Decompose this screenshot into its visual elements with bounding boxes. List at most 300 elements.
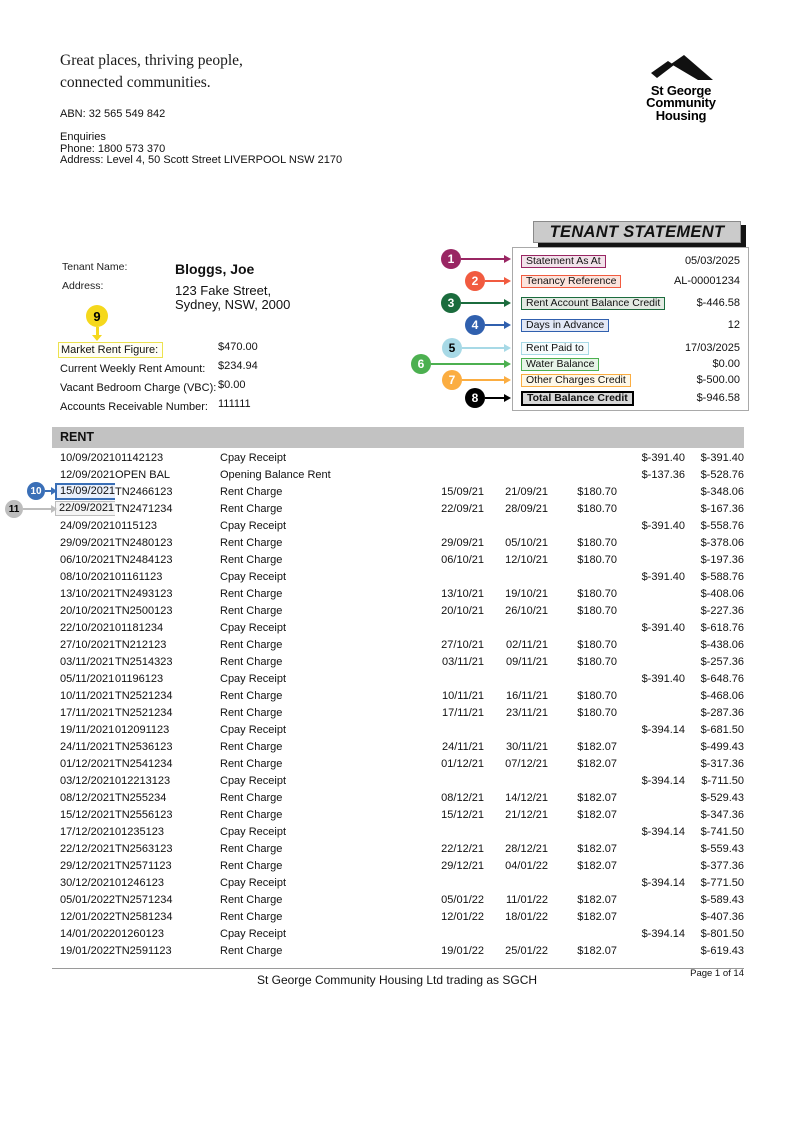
cell-balance: $-227.36 (700, 604, 744, 617)
marker-4-arrowhead-icon (504, 321, 511, 329)
logo-text (644, 85, 718, 122)
marker-11-number: 11 (5, 500, 23, 518)
rent-row (52, 891, 744, 908)
marker-6-number: 6 (411, 354, 431, 374)
cell-period-to (484, 449, 548, 466)
cell-description: Cpay Receipt (220, 774, 287, 787)
cell-reference: TN2514323 (115, 655, 173, 668)
marker-8-arrowhead-icon (504, 394, 511, 402)
cell-charge (548, 670, 617, 687)
cell-period-from: 24/11/21 (441, 740, 484, 753)
tenant-name-value: Bloggs, Joe (175, 261, 255, 277)
cell-period-from: 01/12/21 (441, 757, 484, 770)
tenant-field (58, 359, 388, 378)
cell-description: Rent Charge (220, 893, 283, 906)
rent-row (52, 789, 744, 806)
cell-payment (617, 738, 685, 755)
cell-charge: $180.70 (577, 689, 617, 702)
cell-period-from: 20/10/21 (441, 604, 484, 617)
rent-table-body (52, 449, 744, 959)
marker-2-arrowhead-icon (504, 277, 511, 285)
rent-row (52, 806, 744, 823)
marker-8-arrow-line (485, 397, 504, 399)
cell-period-to: 26/10/21 (505, 604, 548, 617)
cell-date: 03/12/2021 (60, 774, 115, 787)
cell-date: 19/01/2022 (60, 944, 115, 957)
cell-payment: $-394.14 (641, 723, 685, 736)
rent-row (52, 687, 744, 704)
rent-row (52, 585, 744, 602)
summary-row (521, 373, 740, 387)
cell-description: Rent Charge (220, 944, 283, 957)
cell-period-from (360, 568, 484, 585)
cell-date: 22/10/2021 (60, 621, 115, 634)
cell-date: 03/11/2021 (60, 655, 115, 668)
rent-row (52, 449, 744, 466)
cell-description: Cpay Receipt (220, 876, 287, 889)
cell-description: Rent Charge (220, 638, 283, 651)
cell-date: 05/11/2021 (60, 672, 115, 685)
cell-reference: TN212123 (115, 638, 167, 651)
cell-period-to: 23/11/21 (505, 706, 548, 719)
marker-11-arrow-line (23, 508, 51, 510)
summary-value: $-946.58 (696, 392, 740, 404)
cell-payment: $-391.40 (641, 451, 685, 464)
cell-period-to: 19/10/21 (505, 587, 548, 600)
summary-value: 05/03/2025 (684, 255, 740, 267)
cell-payment (617, 551, 685, 568)
cell-reference: TN2471234 (115, 502, 173, 515)
cell-charge: $180.70 (577, 536, 617, 549)
cell-date: 10/11/2021 (60, 689, 115, 702)
field-label: Vacant Bedroom Charge (VBC): (60, 382, 217, 394)
cell-period-to: 11/01/22 (505, 893, 548, 906)
cell-payment (617, 653, 685, 670)
cell-reference: TN2493123 (115, 587, 173, 600)
cell-payment: $-391.40 (641, 570, 685, 583)
cell-payment (617, 755, 685, 772)
tenant-address-line1: 123 Fake Street, (175, 283, 272, 298)
cell-balance: $-801.50 (700, 927, 744, 940)
cell-balance: $-391.40 (700, 451, 744, 464)
summary-value: 12 (727, 319, 740, 331)
cell-period-from: 29/12/21 (441, 859, 484, 872)
cell-date: 17/12/2021 (60, 825, 115, 838)
rent-row (52, 534, 744, 551)
cell-description: Cpay Receipt (220, 672, 287, 685)
cell-balance: $-377.36 (700, 859, 744, 872)
cell-period-to: 28/12/21 (505, 842, 548, 855)
cell-balance: $-558.76 (700, 519, 744, 532)
marker-5-arrowhead-icon (504, 344, 511, 352)
cell-payment (617, 483, 685, 500)
cell-description: Cpay Receipt (220, 621, 287, 634)
cell-balance: $-589.43 (700, 893, 744, 906)
cell-reference: 01161123 (115, 570, 163, 583)
marker-10-number: 10 (27, 482, 45, 500)
cell-description: Cpay Receipt (220, 519, 287, 532)
summary-panel (512, 247, 749, 411)
cell-charge: $182.07 (577, 808, 617, 821)
cell-reference: TN2591123 (115, 944, 172, 957)
cell-period-to (484, 670, 548, 687)
cell-description: Rent Charge (220, 604, 283, 617)
cell-balance: $-438.06 (700, 638, 744, 651)
cell-payment: $-391.40 (641, 672, 685, 685)
marker-6-arrowhead-icon (504, 360, 511, 368)
summary-row (521, 391, 740, 405)
cell-date (52, 500, 115, 517)
cell-period-from (360, 772, 484, 789)
phone-text: Phone: 1800 573 370 (60, 142, 166, 155)
cell-reference: 01246123 (115, 876, 164, 889)
cell-reference: 01196123 (115, 672, 164, 685)
cell-period-from (360, 925, 484, 942)
cell-description: Cpay Receipt (220, 570, 287, 583)
rent-row (52, 942, 744, 959)
cell-payment (617, 857, 685, 874)
marker-1-arrow-line (461, 258, 504, 260)
rent-row (52, 568, 744, 585)
footer-divider (52, 968, 744, 969)
cell-date: 01/12/2021 (60, 757, 115, 770)
cell-charge: $180.70 (577, 638, 617, 651)
cell-period-from: 08/12/21 (441, 791, 484, 804)
cell-charge: $182.07 (577, 944, 617, 957)
marker-9-arrow-line (96, 327, 99, 335)
callout-marker-8 (465, 388, 511, 408)
cell-date: 12/09/2021 (60, 468, 115, 481)
marker-9-arrowhead-icon (92, 335, 102, 341)
marker-10-arrowhead-icon (51, 487, 57, 495)
cell-period-from: 19/01/22 (441, 944, 484, 957)
rent-table (52, 449, 744, 959)
cell-balance: $-529.43 (700, 791, 744, 804)
cell-balance: $-559.43 (700, 842, 744, 855)
highlighted-date: 22/09/2021 (55, 501, 115, 516)
cell-description: Rent Charge (220, 842, 283, 855)
cell-payment (617, 789, 685, 806)
cell-date: 12/01/2022 (60, 910, 115, 923)
cell-reference: 01260123 (115, 927, 164, 940)
roof-icon (647, 52, 715, 82)
cell-period-to (484, 568, 548, 585)
cell-balance: $-347.36 (700, 808, 744, 821)
cell-date: 20/10/2021 (60, 604, 115, 617)
cell-charge: $180.70 (577, 587, 617, 600)
cell-period-to: 21/09/21 (505, 485, 548, 498)
cell-payment: $-394.14 (641, 876, 685, 889)
cell-balance: $-499.43 (700, 740, 744, 753)
tagline-line1: Great places, thriving people, (60, 52, 243, 69)
cell-period-from: 27/10/21 (441, 638, 484, 651)
highlighted-date: 15/09/2021 (55, 483, 115, 500)
cell-payment (617, 840, 685, 857)
rent-row (52, 653, 744, 670)
cell-description: Rent Charge (220, 757, 283, 770)
cell-reference: TN2521234 (115, 689, 173, 702)
callout-marker-10 (27, 482, 57, 500)
logo-line3: Housing (655, 107, 707, 123)
cell-date: 10/09/2021 (60, 451, 115, 464)
cell-period-to: 09/11/21 (505, 655, 548, 668)
cell-date: 29/12/2021 (60, 859, 115, 872)
tenant-field (58, 397, 388, 416)
marker-2-arrow-line (485, 280, 504, 282)
marker-9-number: 9 (86, 305, 108, 327)
cell-date: 30/12/2021 (60, 876, 115, 889)
cell-period-from: 03/11/21 (441, 655, 484, 668)
cell-period-to: 16/11/21 (505, 689, 548, 702)
cell-period-from: 13/10/21 (441, 587, 484, 600)
cell-payment (617, 908, 685, 925)
cell-period-to: 12/10/21 (505, 553, 548, 566)
cell-date: 22/12/2021 (60, 842, 115, 855)
cell-date: 14/01/2022 (60, 927, 115, 940)
cell-period-from (360, 517, 484, 534)
rent-row (52, 619, 744, 636)
contact-block (60, 132, 342, 167)
cell-description: Cpay Receipt (220, 825, 287, 838)
cell-reference: TN2521234 (115, 706, 173, 719)
cell-period-to (484, 517, 548, 534)
cell-reference: 01235123 (115, 825, 164, 838)
cell-description: Rent Charge (220, 502, 283, 515)
cell-balance: $-348.06 (700, 485, 744, 498)
marker-7-arrow-line (462, 379, 504, 381)
tenant-address-line2: Sydney, NSW, 2000 (175, 297, 291, 312)
cell-balance: $-619.43 (700, 944, 744, 957)
cell-reference: TN2571123 (115, 859, 172, 872)
summary-value: $-446.58 (696, 297, 740, 309)
cell-charge (548, 517, 617, 534)
cell-period-to (484, 721, 548, 738)
cell-period-to: 14/12/21 (505, 791, 548, 804)
enquiries-label: Enquiries (60, 131, 106, 143)
cell-period-from: 29/09/21 (441, 536, 484, 549)
callout-marker-7 (442, 370, 511, 390)
cell-charge: $182.07 (577, 893, 617, 906)
tenant-field (58, 340, 388, 359)
rent-row (52, 772, 744, 789)
cell-description: Cpay Receipt (220, 451, 287, 464)
marker-2-number: 2 (465, 271, 485, 291)
callout-marker-9 (85, 305, 109, 341)
cell-description: Rent Charge (220, 808, 283, 821)
rent-row (52, 670, 744, 687)
cell-description: Rent Charge (220, 740, 283, 753)
rent-row (52, 874, 744, 891)
cell-charge: $182.07 (577, 791, 617, 804)
tenant-address-label: Address: (62, 280, 104, 292)
cell-charge (548, 619, 617, 636)
cell-balance: $-618.76 (700, 621, 744, 634)
cell-charge: $182.07 (577, 859, 617, 872)
cell-balance: $-681.50 (700, 723, 744, 736)
cell-payment (617, 636, 685, 653)
cell-period-to (484, 466, 548, 483)
cell-period-from: 22/12/21 (441, 842, 484, 855)
cell-date: 13/10/2021 (60, 587, 115, 600)
marker-4-arrow-line (485, 324, 504, 326)
cell-period-from: 10/11/21 (441, 689, 484, 702)
summary-row (521, 254, 740, 268)
cell-description: Cpay Receipt (220, 927, 287, 940)
summary-row (521, 357, 740, 371)
cell-reference: TN2563123 (115, 842, 173, 855)
cell-payment: $-394.14 (641, 774, 685, 787)
cell-payment (617, 500, 685, 517)
cell-period-from: 22/09/21 (441, 502, 484, 515)
cell-period-to (484, 823, 548, 840)
rent-row (52, 500, 744, 517)
marker-11-arrowhead-icon (51, 505, 57, 513)
logo-line2: Community (646, 95, 716, 111)
cell-period-from: 15/09/21 (441, 485, 484, 498)
cell-charge: $180.70 (577, 706, 617, 719)
cell-period-to: 30/11/21 (505, 740, 548, 753)
marker-3-arrowhead-icon (504, 299, 511, 307)
summary-value: $-500.00 (696, 374, 740, 386)
cell-period-from: 15/12/21 (441, 808, 484, 821)
cell-reference: TN2556123 (115, 808, 173, 821)
cell-period-to: 18/01/22 (505, 910, 548, 923)
cell-date: 24/11/2021 (60, 740, 115, 753)
cell-date: 05/01/2022 (60, 893, 115, 906)
cell-date: 29/09/2021 (60, 536, 115, 549)
marker-3-number: 3 (441, 293, 461, 313)
cell-period-from: 17/11/21 (441, 706, 484, 719)
cell-charge (548, 925, 617, 942)
cell-period-to (484, 925, 548, 942)
rent-row (52, 483, 744, 500)
cell-description: Cpay Receipt (220, 723, 287, 736)
marker-1-number: 1 (441, 249, 461, 269)
summary-value: AL-00001234 (673, 275, 740, 287)
summary-value: $0.00 (712, 358, 740, 370)
summary-label: Statement As At (521, 255, 606, 268)
tagline-line2: connected communities. (60, 74, 211, 91)
rent-row (52, 925, 744, 942)
rent-row (52, 466, 744, 483)
field-value: $234.94 (218, 360, 258, 372)
summary-label: Total Balance Credit (521, 391, 634, 406)
field-label: Current Weekly Rent Amount: (60, 363, 206, 375)
cell-charge: $182.07 (577, 910, 617, 923)
cell-payment (617, 534, 685, 551)
marker-3-arrow-line (461, 302, 504, 304)
cell-date: 19/11/2021 (60, 723, 115, 736)
cell-date: 15/12/2021 (60, 808, 115, 821)
cell-period-to: 07/12/21 (505, 757, 548, 770)
cell-balance: $-771.50 (700, 876, 744, 889)
cell-payment (617, 687, 685, 704)
header (60, 50, 342, 167)
rent-row (52, 704, 744, 721)
cell-balance: $-317.36 (700, 757, 744, 770)
footer-company-text: St George Community Housing Ltd trading as SGCH (256, 973, 538, 987)
cell-description: Rent Charge (220, 859, 283, 872)
cell-balance: $-741.50 (700, 825, 744, 838)
cell-description: Rent Charge (220, 689, 283, 702)
cell-charge: $182.07 (577, 757, 617, 770)
cell-reference: TN2500123 (115, 604, 173, 617)
cell-charge (548, 568, 617, 585)
cell-payment (617, 704, 685, 721)
summary-label: Other Charges Credit (521, 374, 631, 387)
cell-description: Opening Balance Rent (220, 468, 331, 481)
cell-description: Rent Charge (220, 553, 283, 566)
summary-row (521, 341, 740, 355)
cell-period-from (360, 721, 484, 738)
cell-reference: TN2480123 (115, 536, 173, 549)
cell-charge: $182.07 (577, 842, 617, 855)
logo-line1: St George (650, 83, 712, 98)
summary-row (521, 296, 740, 310)
cell-period-to: 02/11/21 (505, 638, 548, 651)
marker-7-number: 7 (442, 370, 462, 390)
cell-balance: $-167.36 (700, 502, 744, 515)
rent-row (52, 823, 744, 840)
cell-period-from: 06/10/21 (441, 553, 484, 566)
cell-balance: $-588.76 (700, 570, 744, 583)
summary-label: Days in Advance (521, 319, 609, 332)
cell-balance: $-648.76 (700, 672, 744, 685)
cell-balance: $-197.36 (700, 553, 744, 566)
marker-7-arrowhead-icon (504, 376, 511, 384)
cell-period-to: 28/09/21 (505, 502, 548, 515)
cell-payment: $-391.40 (641, 621, 685, 634)
cell-payment: $-391.40 (641, 519, 685, 532)
cell-reference: OPEN BAL (115, 468, 171, 481)
cell-period-from (360, 823, 484, 840)
summary-label: Rent Paid to (521, 342, 589, 355)
cell-balance: $-468.06 (700, 689, 744, 702)
cell-reference: TN2581234 (115, 910, 173, 923)
rent-row (52, 857, 744, 874)
cell-reference: TN255234 (115, 791, 167, 804)
cell-description: Rent Charge (220, 791, 283, 804)
cell-charge (548, 823, 617, 840)
marker-1-arrowhead-icon (504, 255, 511, 263)
summary-row (521, 274, 740, 288)
cell-charge (548, 874, 617, 891)
cell-charge (548, 721, 617, 738)
cell-balance: $-257.36 (700, 655, 744, 668)
cell-period-to (484, 772, 548, 789)
rent-row (52, 636, 744, 653)
page-number: Page 1 of 14 (690, 968, 744, 979)
cell-reference: 012213123 (115, 774, 171, 787)
cell-reference: TN2541234 (115, 757, 173, 770)
cell-charge: $180.70 (577, 485, 617, 498)
summary-label: Tenancy Reference (521, 275, 621, 288)
cell-payment: $-137.36 (641, 468, 685, 481)
summary-label: Rent Account Balance Credit (521, 297, 665, 310)
callout-marker-11 (5, 500, 57, 518)
cell-period-from: 05/01/22 (441, 893, 484, 906)
rent-row (52, 602, 744, 619)
tenant-field (58, 378, 388, 397)
cell-payment: $-394.14 (641, 825, 685, 838)
callout-marker-4 (465, 315, 511, 335)
cell-charge: $180.70 (577, 502, 617, 515)
cell-period-from (360, 874, 484, 891)
cell-reference: TN2571234 (115, 893, 173, 906)
cell-reference: TN2466123 (115, 485, 173, 498)
cell-reference: 01142123 (115, 451, 164, 464)
cell-date: 08/12/2021 (60, 791, 115, 804)
